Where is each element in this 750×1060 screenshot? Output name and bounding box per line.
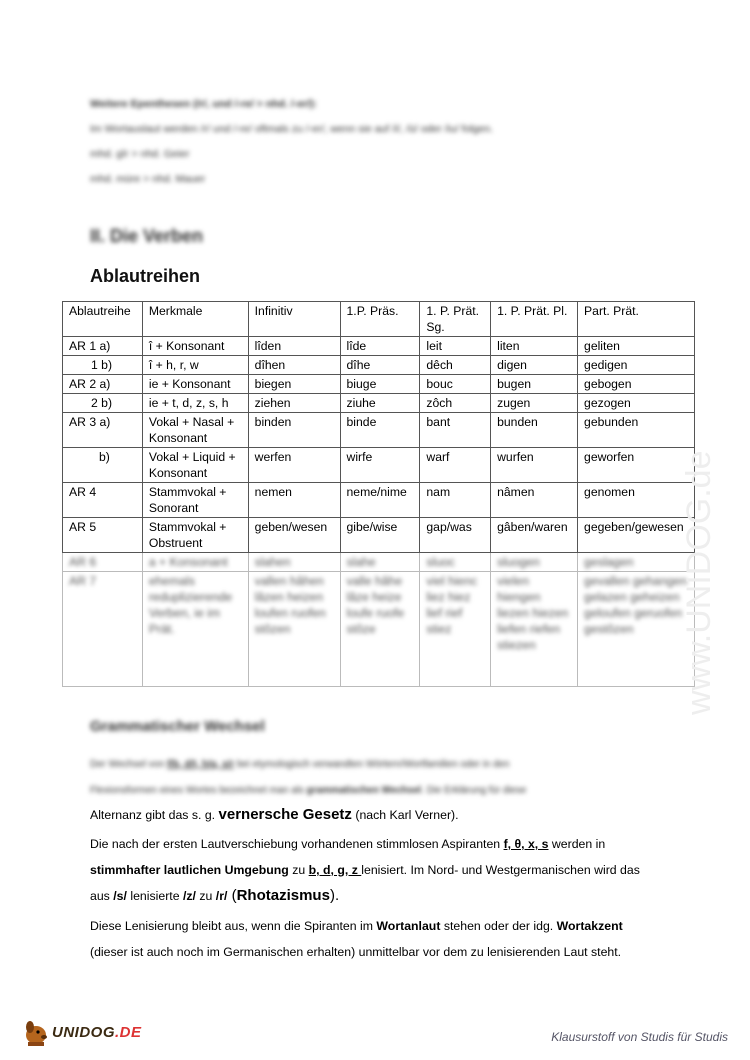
table-header-row xyxy=(63,302,695,337)
table-row xyxy=(63,518,695,553)
table-row xyxy=(63,375,695,394)
watermark xyxy=(680,300,720,720)
table-cell: gezogen xyxy=(578,394,695,413)
table-cell: AR 2 a) xyxy=(63,375,143,394)
table-cell: b) xyxy=(63,448,143,483)
table-cell: dêch xyxy=(420,356,491,375)
table-cell: werfen xyxy=(248,448,340,483)
table-cell: sluoc xyxy=(420,553,491,572)
table-cell: gegeben/gewesen xyxy=(578,518,695,553)
table-cell: nam xyxy=(420,483,491,518)
table-cell: a + Konsonant xyxy=(142,553,248,572)
logo-text: UNIDOG.DE xyxy=(52,1024,142,1041)
table-cell: gebogen xyxy=(578,375,695,394)
table-cell: valle hâhe lâze heize loufe ruofe stôze xyxy=(340,572,420,687)
blurred-line: Der Wechsel von f/b, d/t, h/g, s/r bei etymologisch verwandten Wörtern/Wortfamilien oder in den xyxy=(90,759,510,770)
table-row xyxy=(63,394,695,413)
table-cell: bunden xyxy=(491,413,578,448)
blurred-paragraph xyxy=(90,752,665,804)
table-cell: geslagen xyxy=(578,553,695,572)
table-row xyxy=(63,413,695,448)
table-cell: ie + t, d, z, s, h xyxy=(142,394,248,413)
table-cell: AR 1 a) xyxy=(63,337,143,356)
table-cell: viel hienc liez hiez lief rief stiez xyxy=(420,572,491,687)
table-row xyxy=(63,553,695,572)
table-cell: ehemals reduplizierende Verben, ie im Prät. xyxy=(142,572,248,687)
table-cell: î + Konsonant xyxy=(142,337,248,356)
paragraph-wortanlaut: Diese Lenisierung bleibt aus, wenn die Spiranten im Wortanlaut stehen oder der idg. Wortakzent (dieser ist auch noch im Germanischen erhalten) unmittelbar vor dem zu lenisierenden Laut steht. xyxy=(90,919,623,959)
table-cell: ziehen xyxy=(248,394,340,413)
intro-heading: Weitere Epenthesen (/r/, und /-re/ > nhd. /-er/): xyxy=(90,98,318,110)
ablaut-table xyxy=(62,301,695,687)
table-cell: 2 b) xyxy=(63,394,143,413)
table-cell: nemen xyxy=(248,483,340,518)
table-cell: gedigen xyxy=(578,356,695,375)
table-cell: gevallen gehangen gelazen geheizen geloufen geruofen gestôzen xyxy=(578,572,695,687)
table-cell: bouc xyxy=(420,375,491,394)
table-cell: gebunden xyxy=(578,413,695,448)
table-cell: digen xyxy=(491,356,578,375)
table-cell: bant xyxy=(420,413,491,448)
table-cell: AR 5 xyxy=(63,518,143,553)
table-cell: dîhen xyxy=(248,356,340,375)
subsection-title: Ablautreihen xyxy=(90,266,201,286)
table-cell: Vokal + Nasal + Konsonant xyxy=(142,413,248,448)
table-cell: slahen xyxy=(248,553,340,572)
table-cell: AR 7 xyxy=(63,572,143,687)
table-cell: zugen xyxy=(491,394,578,413)
table-cell: dîhe xyxy=(340,356,420,375)
header-cell: 1. P. Prät. Pl. xyxy=(491,302,578,337)
section-title: II. Die Verben xyxy=(90,226,204,246)
table-row xyxy=(63,356,695,375)
intro-line-2: mhd. gîr > nhd. Geier xyxy=(90,148,190,160)
table-cell: geworfen xyxy=(578,448,695,483)
header-cell: 1. P. Prät. Sg. xyxy=(420,302,491,337)
header-cell: Infinitiv xyxy=(248,302,340,337)
table-cell: Stammvokal + Sonorant xyxy=(142,483,248,518)
blurred-line: Flexionsformen eines Wortes bezeichnet man als grammatischen Wechsel. Die Erklärung für diese xyxy=(90,785,527,796)
table-cell: ie + Konsonant xyxy=(142,375,248,394)
table-row xyxy=(63,572,695,687)
table-cell: binde xyxy=(340,413,420,448)
table-cell: AR 4 xyxy=(63,483,143,518)
intro-block xyxy=(90,92,650,192)
intro-line-1: Im Wortauslaut werden /r/ und /-re/ oftmals zu /-er/, wenn sie auf /i/, /ü/ oder /iu/ folgen. xyxy=(90,123,494,135)
table-cell: slahe xyxy=(340,553,420,572)
table-row xyxy=(63,448,695,483)
table-cell: biegen xyxy=(248,375,340,394)
header-cell: Merkmale xyxy=(142,302,248,337)
table-cell: î + h, r, w xyxy=(142,356,248,375)
table-cell: vallen hâhen lâzen heizen loufen ruofen stôzen xyxy=(248,572,340,687)
watermark-text: www.UNIDOG.de xyxy=(680,450,718,715)
table-cell: leit xyxy=(420,337,491,356)
table-cell: gibe/wise xyxy=(340,518,420,553)
table-cell: sluogen xyxy=(491,553,578,572)
table-row xyxy=(63,337,695,356)
table-cell: ziuhe xyxy=(340,394,420,413)
table-cell: geben/wesen xyxy=(248,518,340,553)
header-cell: Ablautreihe xyxy=(63,302,143,337)
table-cell: neme/nime xyxy=(340,483,420,518)
header-cell: 1.P. Präs. xyxy=(340,302,420,337)
table-cell: warf xyxy=(420,448,491,483)
dog-icon xyxy=(26,1021,47,1046)
table-cell: gâben/waren xyxy=(491,518,578,553)
paragraph-verner: Alternanz gibt das s. g. vernersche Gesetz (nach Karl Verner). xyxy=(90,806,459,823)
paragraph-lenisierung: Die nach der ersten Lautverschiebung vorhandenen stimmlosen Aspiranten f, θ, x, s werden in stimmhafter lautlichen Umgebung zu b, d, g, z lenisiert. Im Nord- und Westgermanischen wird das aus /s/ lenisierte /z/ zu /r/ (Rhotazismus). xyxy=(90,837,640,904)
table-row xyxy=(63,483,695,518)
table-cell: zôch xyxy=(420,394,491,413)
table-cell: liten xyxy=(491,337,578,356)
table-cell: biuge xyxy=(340,375,420,394)
table-cell: wirfe xyxy=(340,448,420,483)
intro-line-3: mhd. müre > nhd. Mauer xyxy=(90,173,206,185)
table-cell: wurfen xyxy=(491,448,578,483)
footer-tagline: Klausurstoff von Studis für Studis xyxy=(551,1030,728,1044)
table-cell: nâmen xyxy=(491,483,578,518)
table-cell: binden xyxy=(248,413,340,448)
table-cell: geliten xyxy=(578,337,695,356)
table-cell: bugen xyxy=(491,375,578,394)
table-cell: genomen xyxy=(578,483,695,518)
table-cell: vielen hiengen liezen hiezen liefen riefen stiezen xyxy=(491,572,578,687)
table-cell: 1 b) xyxy=(63,356,143,375)
header-cell: Part. Prät. xyxy=(578,302,695,337)
table-cell: lîde xyxy=(340,337,420,356)
table-cell: Stammvokal + Obstruent xyxy=(142,518,248,553)
table-cell: AR 3 a) xyxy=(63,413,143,448)
table-cell: AR 6 xyxy=(63,553,143,572)
table-cell: gap/was xyxy=(420,518,491,553)
grammatischer-wechsel-heading: Grammatischer Wechsel xyxy=(90,718,265,735)
table-cell: lîden xyxy=(248,337,340,356)
table-cell: Vokal + Liquid + Konsonant xyxy=(142,448,248,483)
